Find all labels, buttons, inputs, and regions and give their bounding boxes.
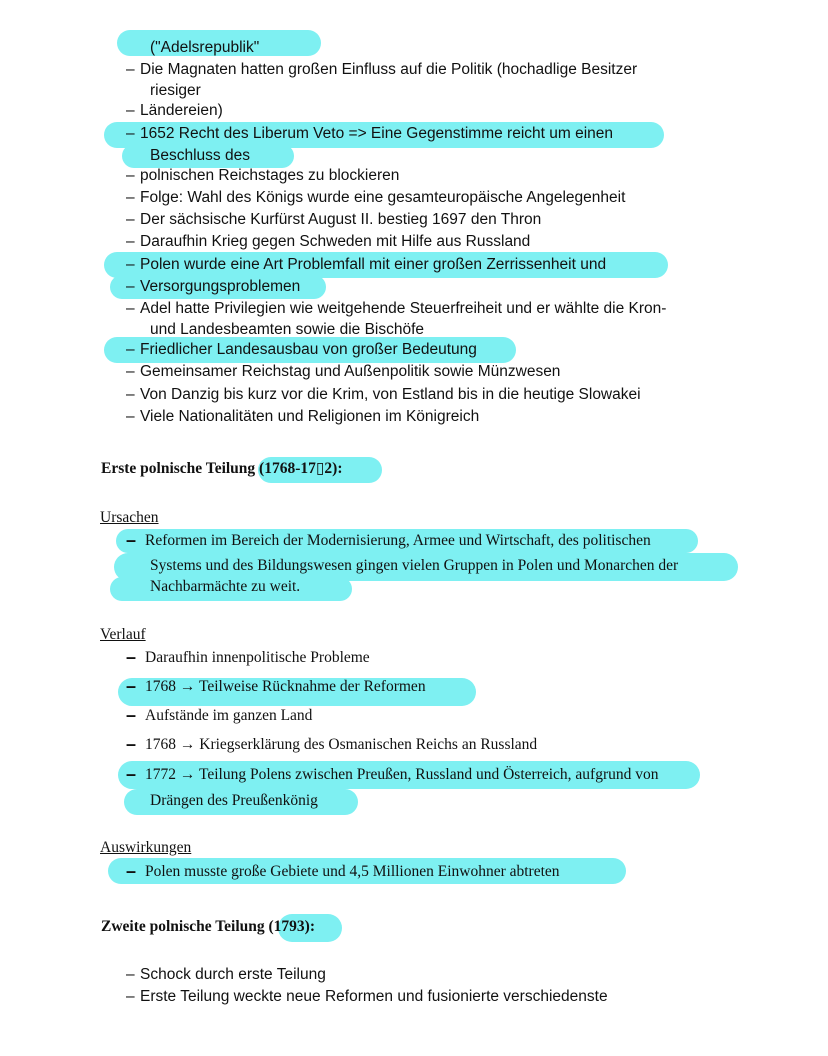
list-item: 1768 → Teilweise Rücknahme der Reformen <box>145 678 426 695</box>
list-item-continuation: Systems und des Bildungswesen gingen vielen Gruppen in Polen und Monarchen der <box>150 557 679 574</box>
bullet-dash: – <box>126 764 137 784</box>
subheading-ursachen: Ursachen <box>100 509 159 526</box>
list-item: – Ländereien) <box>126 102 223 119</box>
subheading-auswirkungen: Auswirkungen <box>100 839 192 856</box>
section-heading-zweite-teilung: Zweite polnische Teilung (1793): <box>101 918 316 935</box>
heading-suffix: 2): <box>324 460 343 477</box>
list-item: – Daraufhin Krieg gegen Schweden mit Hilfe aus Russland <box>126 233 531 250</box>
list-item: – Der sächsische Kurfürst August II. bestieg 1697 den Thron <box>126 211 542 228</box>
list-item: – Erste Teilung weckte neue Reformen und fusionierte verschiedenste <box>126 988 608 1005</box>
text-adelsrepublik: ("Adelsrepublik" <box>150 39 260 56</box>
list-item-continuation: riesiger <box>150 82 201 99</box>
bullet-dash: – <box>126 530 137 550</box>
list-item: – Die Magnaten hatten großen Einfluss auf die Politik (hochadlige Besitzer <box>126 61 638 78</box>
list-item: Daraufhin innenpolitische Probleme <box>145 649 370 666</box>
bullet-dash: – <box>126 647 137 667</box>
list-item: – Friedlicher Landesausbau von großer Bedeutung <box>126 341 477 358</box>
list-item: – Versorgungsproblemen <box>126 278 301 295</box>
list-item: 1772 → Teilung Polens zwischen Preußen, Russland und Österreich, aufgrund von <box>145 766 659 783</box>
list-item: – Adel hatte Privilegien wie weitgehende Steuerfreiheit und er wählte die Kron- <box>126 300 667 317</box>
list-item-continuation: Nachbarmächte zu weit. <box>150 578 301 595</box>
list-item-continuation: Drängen des Preußenkönig <box>150 792 318 809</box>
subheading-verlauf: Verlauf <box>100 626 146 643</box>
list-item: – Von Danzig bis kurz vor die Krim, von Estland bis in die heutige Slowakei <box>126 386 641 403</box>
bullet-dash: – <box>126 734 137 754</box>
list-item: Aufstände im ganzen Land <box>145 707 313 724</box>
list-item: – polnischen Reichstages zu blockieren <box>126 167 400 184</box>
bullet-dash: – <box>126 705 137 725</box>
list-item-continuation: und Landesbeamten sowie die Bischöfe <box>150 321 425 338</box>
section-heading-erste-teilung <box>101 459 342 479</box>
list-item: – Gemeinsamer Reichstag und Außenpolitik sowie Münzwesen <box>126 363 561 380</box>
list-item: – 1652 Recht des Liberum Veto => Eine Gegenstimme reicht um einen <box>126 125 614 142</box>
heading-text: Erste polnische Teilung (1768-17 <box>101 460 316 477</box>
list-item: – Folge: Wahl des Königs wurde eine gesamteuropäische Angelegenheit <box>126 189 626 206</box>
list-item: 1768 → Kriegserklärung des Osmanischen Reichs an Russland <box>145 736 538 753</box>
heading-glyph: ▯ <box>315 460 325 477</box>
list-item: Polen musste große Gebiete und 4,5 Millionen Einwohner abtreten <box>145 863 560 880</box>
list-item: – Schock durch erste Teilung <box>126 966 326 983</box>
list-item: Reformen im Bereich der Modernisierung, Armee und Wirtschaft, des politischen <box>145 532 651 549</box>
bullet-dash: – <box>126 861 137 881</box>
list-item-continuation: Beschluss des <box>150 147 250 164</box>
list-item: – Viele Nationalitäten und Religionen im Königreich <box>126 408 480 425</box>
list-item: – Polen wurde eine Art Problemfall mit einer großen Zerrissenheit und <box>126 256 607 273</box>
bullet-dash: – <box>126 676 137 696</box>
